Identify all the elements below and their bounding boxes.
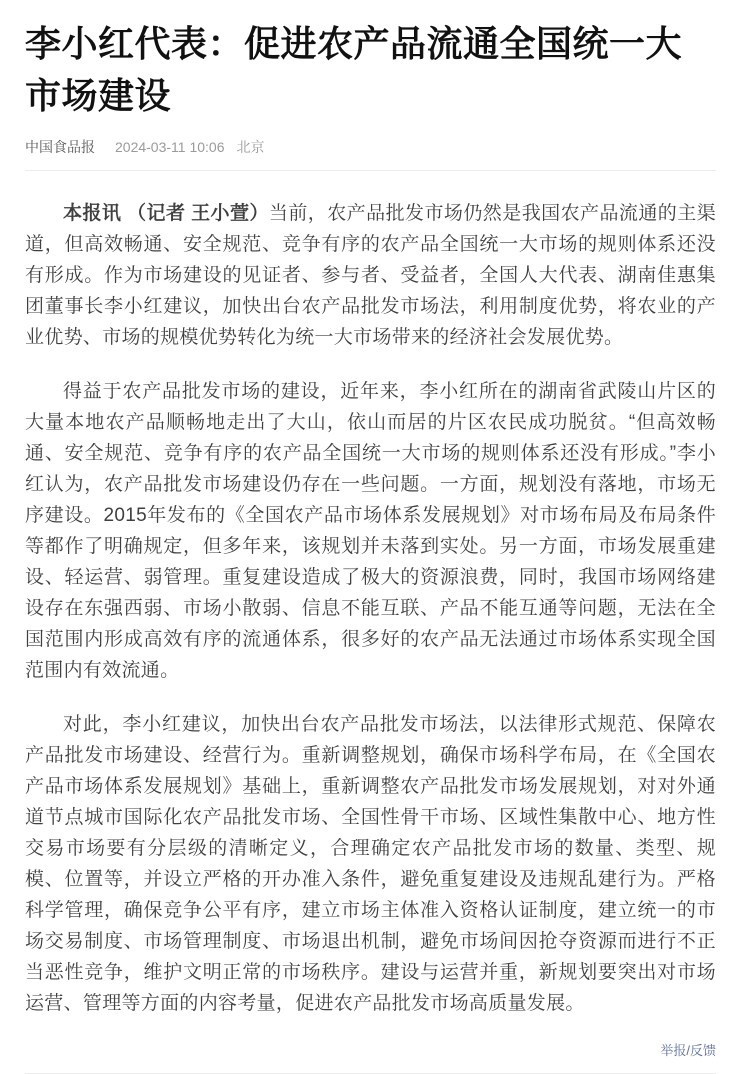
- article-paragraph-1: [25, 198, 716, 353]
- article-body: [25, 198, 716, 1019]
- paragraph-1-text: 当前，农产品批发市场仍然是我国农产品流通的主渠道，但高效畅通、安全规范、竞争有序的农产品全国统一大市场的规则体系还没有形成。作为市场建设的见证者、参与者、受益者，全国人大代表、湖南佳惠集团董事长李小红建议，加快出台农产品批发市场法，利用制度优势，将农业的产业优势、市场的规模优势转化为统一大市场带来的经济社会发展优势。: [25, 203, 716, 348]
- paragraph-2-text: 得益于农产品批发市场的建设，近年来，李小红所在的湖南省武陵山片区的大量本地农产品顺畅地走出了大山，依山而居的片区农民成功脱贫。“但高效畅通、安全规范、竞争有序的农产品全国统一大市场的规则体系还没有形成。”李小红认为，农产品批发市场建设仍存在一些问题。一方面，规划没有落地，市场无序建设。2015年发布的《全国农产品市场体系发展规划》对市场布局及布局条件等都作了明确规定，但多年来，该规划并未落到实处。另一方面，市场发展重建设、轻运营、弱管理。重复建设造成了极大的资源浪费，同时，我国市场网络建设存在东强西弱、市场小散弱、信息不能互联、产品不能互通等问题，无法在全国范围内形成高效有序的流通体系，很多好的农产品无法通过市场体系实现全国范围内有效流通。: [25, 381, 716, 681]
- article-paragraph-2: [25, 376, 716, 686]
- article-datetime: 2024-03-11 10:06: [115, 139, 225, 155]
- report-feedback-link[interactable]: 举报/反馈: [660, 1043, 716, 1058]
- article-paragraph-3: [25, 709, 716, 1019]
- article-source[interactable]: 中国食品报: [25, 139, 95, 155]
- paragraph-3-text: 对此，李小红建议，加快出台农产品批发市场法，以法律形式规范、保障农产品批发市场建设、经营行为。重新调整规划，确保市场科学布局，在《全国农产品市场体系发展规划》基础上，重新调整农产品批发市场发展规划，对对外通道节点城市国际化农产品批发市场、全国性骨干市场、区域性集散中心、地方性交易市场要有分层级的清晰定义，合理确定农产品批发市场的数量、类型、规模、位置等，并设立严格的开办准入条件，避免重复建设及违规乱建行为。严格科学管理，确保竞争公平有序，建立市场主体准入资格认证制度，建立统一的市场交易制度、市场管理制度、市场退出机制，避免市场间因抢夺资源而进行不正当恶性竞争，维护文明正常的市场秩序。建设与运营并重，新规划要突出对市场运营、管理等方面的内容考量，促进农产品批发市场高质量发展。: [25, 714, 716, 1014]
- article-meta: [25, 137, 716, 157]
- paragraph-1-lead: 本报讯 （记者 王小萱）: [63, 203, 269, 224]
- article-location: 北京: [236, 139, 265, 155]
- meta-divider: [25, 170, 716, 171]
- article-title: 李小红代表：促进农产品流通全国统一大市场建设: [25, 23, 683, 116]
- report-row: [25, 1042, 716, 1060]
